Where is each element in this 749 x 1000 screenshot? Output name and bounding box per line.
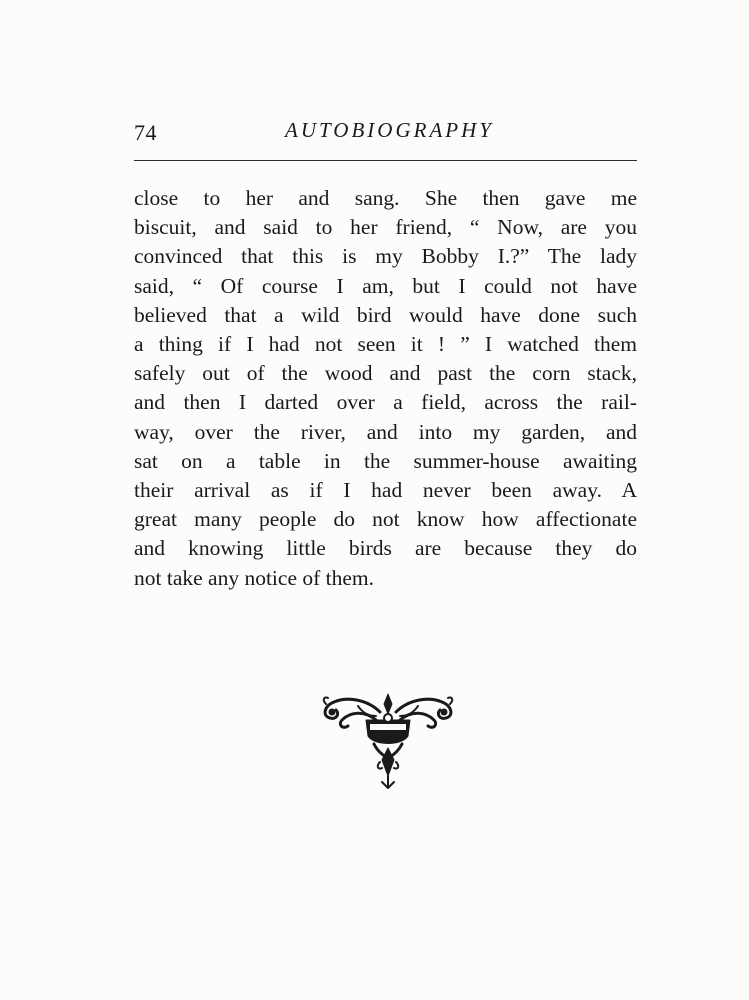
- header-rule-divider: [134, 160, 637, 161]
- text-line: believed that a wild bird would have done such: [134, 302, 637, 327]
- text-line: sat on a table in the summer-house awaiting: [134, 448, 637, 473]
- text-line: said, “ Of course I am, but I could not have: [134, 273, 637, 298]
- text-line: close to her and sang. She then gave me: [134, 186, 637, 210]
- text-line: not take any notice of them.: [134, 565, 375, 590]
- running-title: AUTOBIOGRAPHY: [285, 118, 494, 142]
- page-number: 74: [134, 120, 157, 145]
- text-line: and then I darted over a field, across the rail-: [134, 390, 637, 415]
- text-line: convinced that this is my Bobby I.?” The lady: [134, 244, 637, 269]
- fleuron-ornament-icon: [318, 690, 458, 790]
- text-line: biscuit, and said to her friend, “ Now, are you: [134, 215, 637, 240]
- text-line: their arrival as if I had never been away. A: [134, 478, 637, 503]
- body-paragraph: [134, 184, 637, 593]
- text-line: and knowing little birds are because they do: [134, 536, 637, 561]
- text-line: safely out of the wood and past the corn stack,: [134, 361, 637, 386]
- text-line: way, over the river, and into my garden, and: [134, 419, 637, 444]
- text-line: a thing if I had not seen it ! ” I watched them: [134, 332, 637, 357]
- text-line: great many people do not know how affectionate: [134, 507, 637, 532]
